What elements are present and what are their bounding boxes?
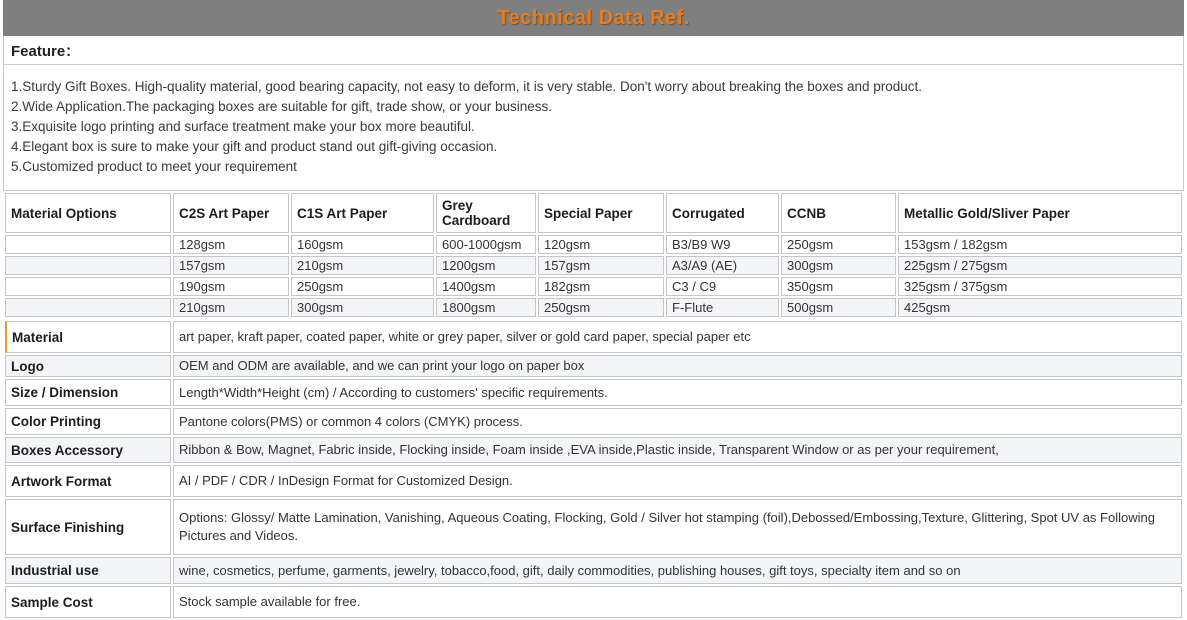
- cell: 425gsm: [898, 298, 1182, 317]
- row-label: Industrial use: [5, 557, 171, 584]
- table-row: [5, 355, 1182, 377]
- feature-item: 3.Exquisite logo printing and surface treatment make your box more beautiful.: [11, 119, 475, 134]
- cell: 153gsm / 182gsm: [898, 235, 1182, 254]
- cell: [5, 277, 171, 296]
- cell: 210gsm: [291, 256, 434, 275]
- cell: 600-1000gsm: [436, 235, 536, 254]
- section-banner: [3, 0, 1184, 36]
- row-value: Length*Width*Height (cm) / According to customers' specific requirements.: [173, 379, 1182, 406]
- cell: C3 / C9: [666, 277, 779, 296]
- cell: 500gsm: [781, 298, 896, 317]
- row-value: AI / PDF / CDR / InDesign Format for Customized Design.: [173, 465, 1182, 497]
- row-label: Material: [5, 321, 171, 353]
- cell: 250gsm: [781, 235, 896, 254]
- cell: 350gsm: [781, 277, 896, 296]
- feature-item: 4.Elegant box is sure to make your gift and product stand out gift-giving occasion.: [11, 139, 498, 154]
- cell: 160gsm: [291, 235, 434, 254]
- table-row: [5, 379, 1182, 406]
- row-label: Artwork Format: [5, 465, 171, 497]
- column-header: Corrugated: [666, 193, 779, 233]
- cell: 250gsm: [538, 298, 664, 317]
- cell: 120gsm: [538, 235, 664, 254]
- cell: 210gsm: [173, 298, 289, 317]
- column-header: Material Options: [5, 193, 171, 233]
- column-header: CCNB: [781, 193, 896, 233]
- feature-item: 2.Wide Application.The packaging boxes are suitable for gift, trade show, or your business.: [11, 99, 553, 114]
- detail-table: [3, 319, 1184, 620]
- table-row: [5, 235, 1182, 254]
- row-label: Surface Finishing: [5, 499, 171, 555]
- table-row: [5, 298, 1182, 317]
- row-label: Logo: [5, 355, 171, 377]
- cell: [5, 235, 171, 254]
- row-label: Size / Dimension: [5, 379, 171, 406]
- cell: 325gsm / 375gsm: [898, 277, 1182, 296]
- cell: 128gsm: [173, 235, 289, 254]
- row-value: Pantone colors(PMS) or common 4 colors (CMYK) process.: [173, 408, 1182, 435]
- column-header: C2S Art Paper: [173, 193, 289, 233]
- column-header: Metallic Gold/Sliver Paper: [898, 193, 1182, 233]
- cell: F-Flute: [666, 298, 779, 317]
- cell: 300gsm: [291, 298, 434, 317]
- feature-list: [4, 65, 1183, 190]
- cell: B3/B9 W9: [666, 235, 779, 254]
- cell: 1800gsm: [436, 298, 536, 317]
- cell: 157gsm: [173, 256, 289, 275]
- row-value: wine, cosmetics, perfume, garments, jewelry, tobacco,food, gift, daily commodities, publishing houses, gift toys, specialty item and so on: [173, 557, 1182, 584]
- table-header-row: [5, 193, 1182, 233]
- table-row: [5, 321, 1182, 353]
- feature-heading: Feature：: [4, 36, 1183, 65]
- feature-section: [3, 36, 1184, 191]
- row-value: art paper, kraft paper, coated paper, white or grey paper, silver or gold card paper, special paper etc: [173, 321, 1182, 353]
- table-row: [5, 437, 1182, 463]
- row-value: Stock sample available for free.: [173, 586, 1182, 618]
- table-row: [5, 557, 1182, 584]
- column-header: C1S Art Paper: [291, 193, 434, 233]
- feature-item: 5.Customized product to meet your requirement: [11, 159, 297, 174]
- table-row: [5, 408, 1182, 435]
- cell: [5, 298, 171, 317]
- table-row: [5, 465, 1182, 497]
- table-row: [5, 256, 1182, 275]
- cell: 157gsm: [538, 256, 664, 275]
- cell: 300gsm: [781, 256, 896, 275]
- row-value: OEM and ODM are available, and we can print your logo on paper box: [173, 355, 1182, 377]
- row-value: Options: Glossy/ Matte Lamination, Vanishing, Aqueous Coating, Flocking, Gold / Silver hot stamping (foil),Debossed/Embossing,Texture, Glittering, Spot UV as Following Pictures and Videos.: [173, 499, 1182, 555]
- cell: 1400gsm: [436, 277, 536, 296]
- row-value: Ribbon & Bow, Magnet, Fabric inside, Flocking inside, Foam inside ,EVA inside,Plastic inside, Transparent Window or as per your requirement,: [173, 437, 1182, 463]
- cell: 1200gsm: [436, 256, 536, 275]
- material-options-table: [3, 191, 1184, 319]
- feature-item: 1.Sturdy Gift Boxes. High-quality material, good bearing capacity, not easy to deform, it is very stable. Don't worry about breaking the boxes and product.: [11, 79, 923, 94]
- cell: [5, 256, 171, 275]
- table-row: [5, 499, 1182, 555]
- cell: A3/A9 (AE): [666, 256, 779, 275]
- cell: 182gsm: [538, 277, 664, 296]
- row-label: Boxes Accessory: [5, 437, 171, 463]
- table-row: [5, 277, 1182, 296]
- column-header: Grey Cardboard: [436, 193, 536, 233]
- cell: 250gsm: [291, 277, 434, 296]
- cell: 225gsm / 275gsm: [898, 256, 1182, 275]
- row-label: Color Printing: [5, 408, 171, 435]
- row-label: Sample Cost: [5, 586, 171, 618]
- table-row: [5, 586, 1182, 618]
- cell: 190gsm: [173, 277, 289, 296]
- page-title: Technical Data Ref.: [497, 6, 690, 29]
- page: [3, 0, 1184, 620]
- column-header: Special Paper: [538, 193, 664, 233]
